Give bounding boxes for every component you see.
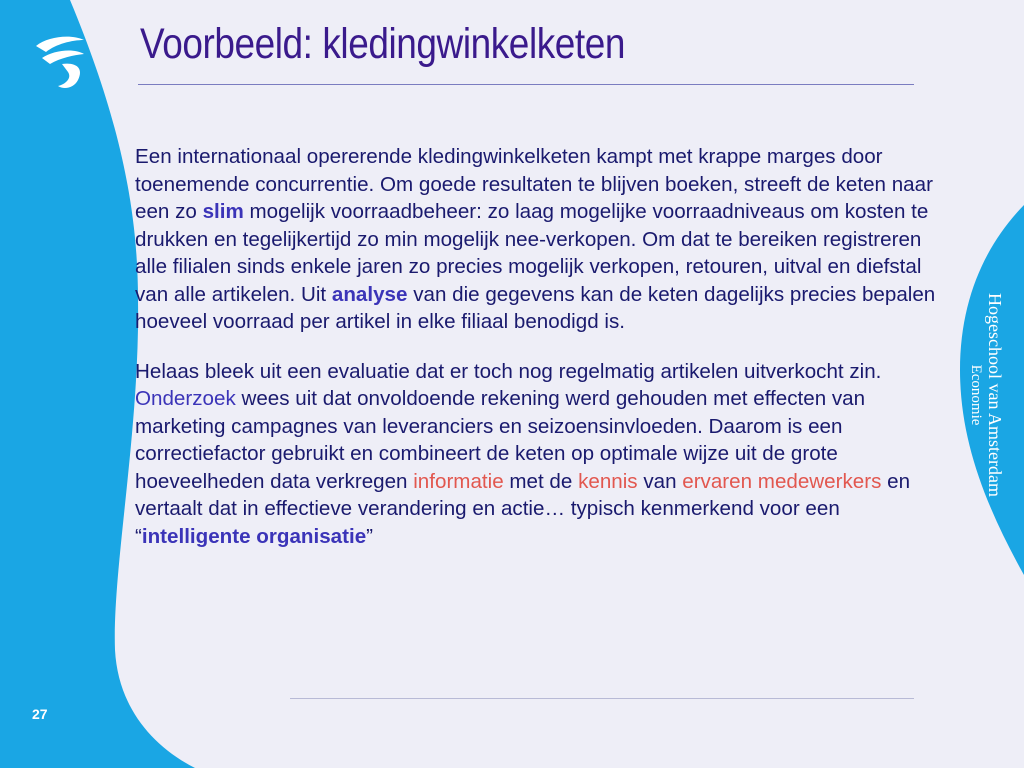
keyword-intelligente-organisatie: intelligente organisatie [141,524,367,548]
paragraph-2-text: en vertaalt dat in effectieve verandering en actie… typisch kenmerkend voor een “ [135,469,911,548]
paragraph-2-text: ” [366,524,374,548]
paragraph-1-text: van die gegevens kan de keten dagelijks precies bepalen hoeveel voorraad per artikel in elke filiaal benodigd is. [135,282,936,333]
keyword-ervaren-medewerkers: ervaren medewerkers [682,469,882,493]
institution-faculty: Economie [968,364,984,426]
paragraph-1-text: Een internationaal opererende kledingwinkelketen kampt met krappe marges door toenemende concurrentie. Om goede resultaten te blijven boeken, streeft de keten naar een zo [135,145,933,223]
paragraph-2-text: met de [503,469,579,493]
keyword-slim: slim [202,200,244,223]
footer-divider [290,698,914,699]
paragraph-1 [135,143,947,336]
keyword-analyse: analyse [331,282,408,306]
paragraph-1-text: mogelijk voorraadbeheer: zo laag mogelijke voorraadniveaus om kosten te drukken en tegelijkertijd zo min mogelijk nee-verkopen. Om dat te bereiken registreren alle filialen sinds enkele jaren zo precies mogelijk verkopen, retouren, uitval en diefstal van alle artikelen. Uit [135,200,929,306]
keyword-informatie: informatie [413,469,504,493]
slide-title: Voorbeeld: kledingwinkelketen [140,20,626,68]
paragraph-2 [135,358,947,551]
slide-body [135,143,947,572]
title-divider [138,84,914,85]
paragraph-2-text: van [637,469,683,493]
institution-label [967,293,1005,497]
page-number: 27 [32,706,48,722]
keyword-kennis: kennis [578,469,638,493]
keyword-onderzoek: Onderzoek [135,387,236,410]
institution-name: Hogeschool van Amsterdam [985,293,1005,497]
hva-swirl-logo-icon [28,28,98,98]
paragraph-2-text: wees uit dat onvoldoende rekening werd gehouden met effecten van marketing campagnes van leveranciers en seizoensinvloeden. Daarom is een correctiefactor gebruikt en combineert de keten op optimale wijze uit de grote hoeveelheden data verkregen [135,387,866,493]
paragraph-2-text: Helaas bleek uit een evaluatie dat er toch nog regelmatig artikelen uitverkocht zin. [135,359,882,383]
